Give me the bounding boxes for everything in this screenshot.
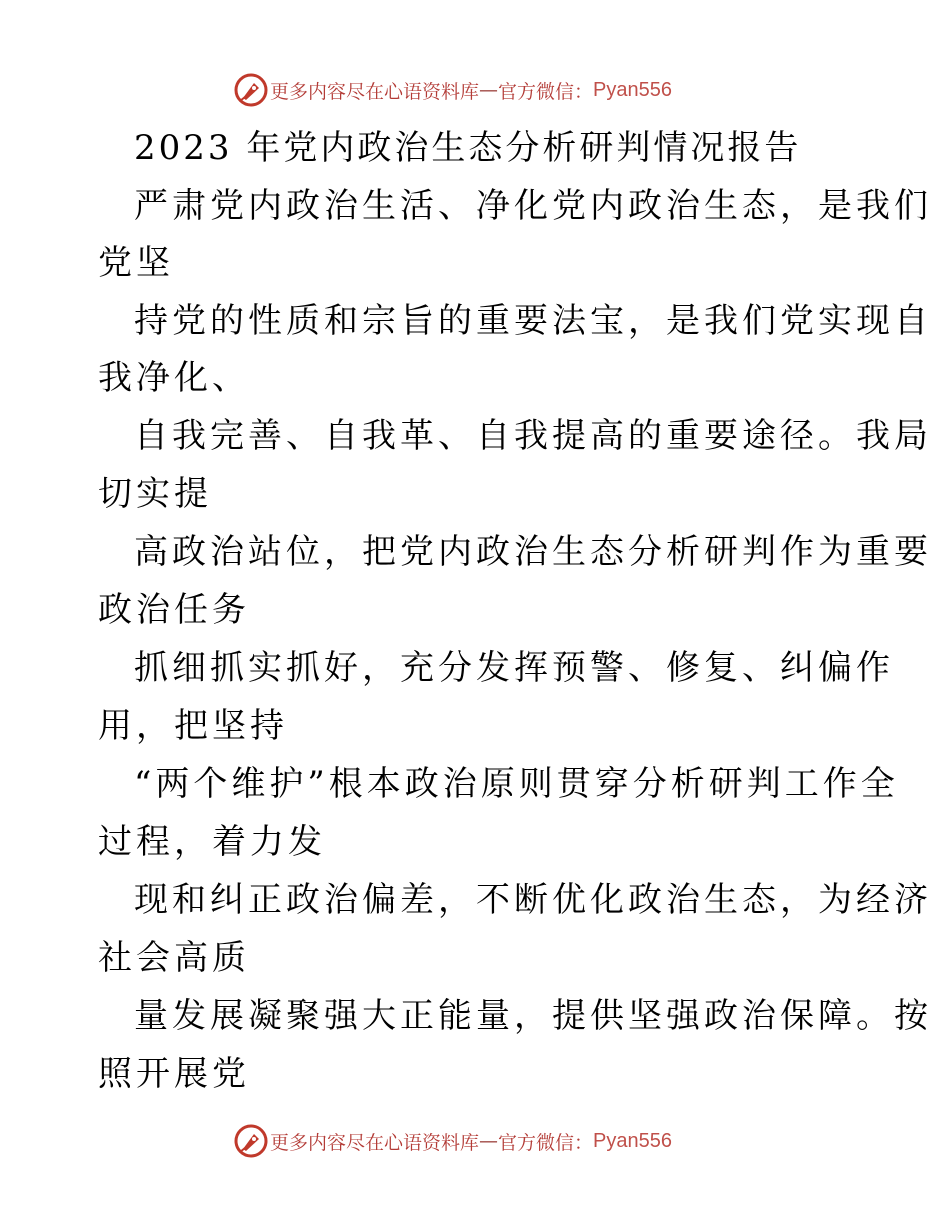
paragraph-line: 高政治站位，把党内政治生态分析研判作为重要 — [134, 532, 932, 572]
paragraph-line: 量发展凝聚强大正能量，提供坚强政治保障。按 — [134, 996, 932, 1036]
paragraph-line: 严肃党内政治生活、净化党内政治生态，是我们 — [134, 186, 932, 226]
paragraph-line: 抓细抓实抓好，充分发挥预警、修复、纠偏作 — [134, 648, 894, 688]
watermark-header — [234, 72, 672, 108]
watermark-wechat-label: 官方微信： — [498, 80, 594, 103]
paragraph-line: 用，把坚持 — [98, 706, 288, 746]
paragraph-line: 切实提 — [98, 474, 212, 514]
watermark-wechat-id: Pyan556 — [593, 78, 672, 101]
watermark-text: 更多内容尽在心语资料库 — [270, 80, 480, 103]
watermark-separator: — — [479, 1130, 499, 1152]
pen-nib-logo-icon — [234, 73, 268, 107]
paragraph-line: 现和纠正政治偏差，不断优化政治生态，为经济 — [134, 880, 932, 920]
paragraph-line: 我净化、 — [98, 358, 250, 398]
watermark-wechat-id: Pyan556 — [593, 1129, 672, 1152]
paragraph-line: 过程，着力发 — [98, 822, 326, 862]
paragraph-line: 自我完善、自我革、自我提高的重要途径。我局 — [134, 416, 932, 456]
pen-nib-logo-icon — [234, 1124, 268, 1158]
paragraph-line: 照开展党 — [98, 1054, 250, 1094]
paragraph-line: “两个维护”根本政治原则贯穿分析研判工作全 — [134, 764, 899, 804]
paragraph-line: 政治任务 — [98, 590, 250, 630]
watermark-wechat-label: 官方微信： — [498, 1131, 594, 1154]
paragraph-line: 党坚 — [98, 243, 174, 283]
document-title: 2023 年党内政治生态分析研判情况报告 — [134, 128, 802, 168]
watermark-separator: — — [479, 79, 499, 101]
watermark-text: 更多内容尽在心语资料库 — [270, 1131, 480, 1154]
paragraph-line: 社会高质 — [98, 938, 250, 978]
paragraph-line: 持党的性质和宗旨的重要法宝，是我们党实现自 — [134, 301, 932, 341]
watermark-footer — [234, 1123, 672, 1159]
